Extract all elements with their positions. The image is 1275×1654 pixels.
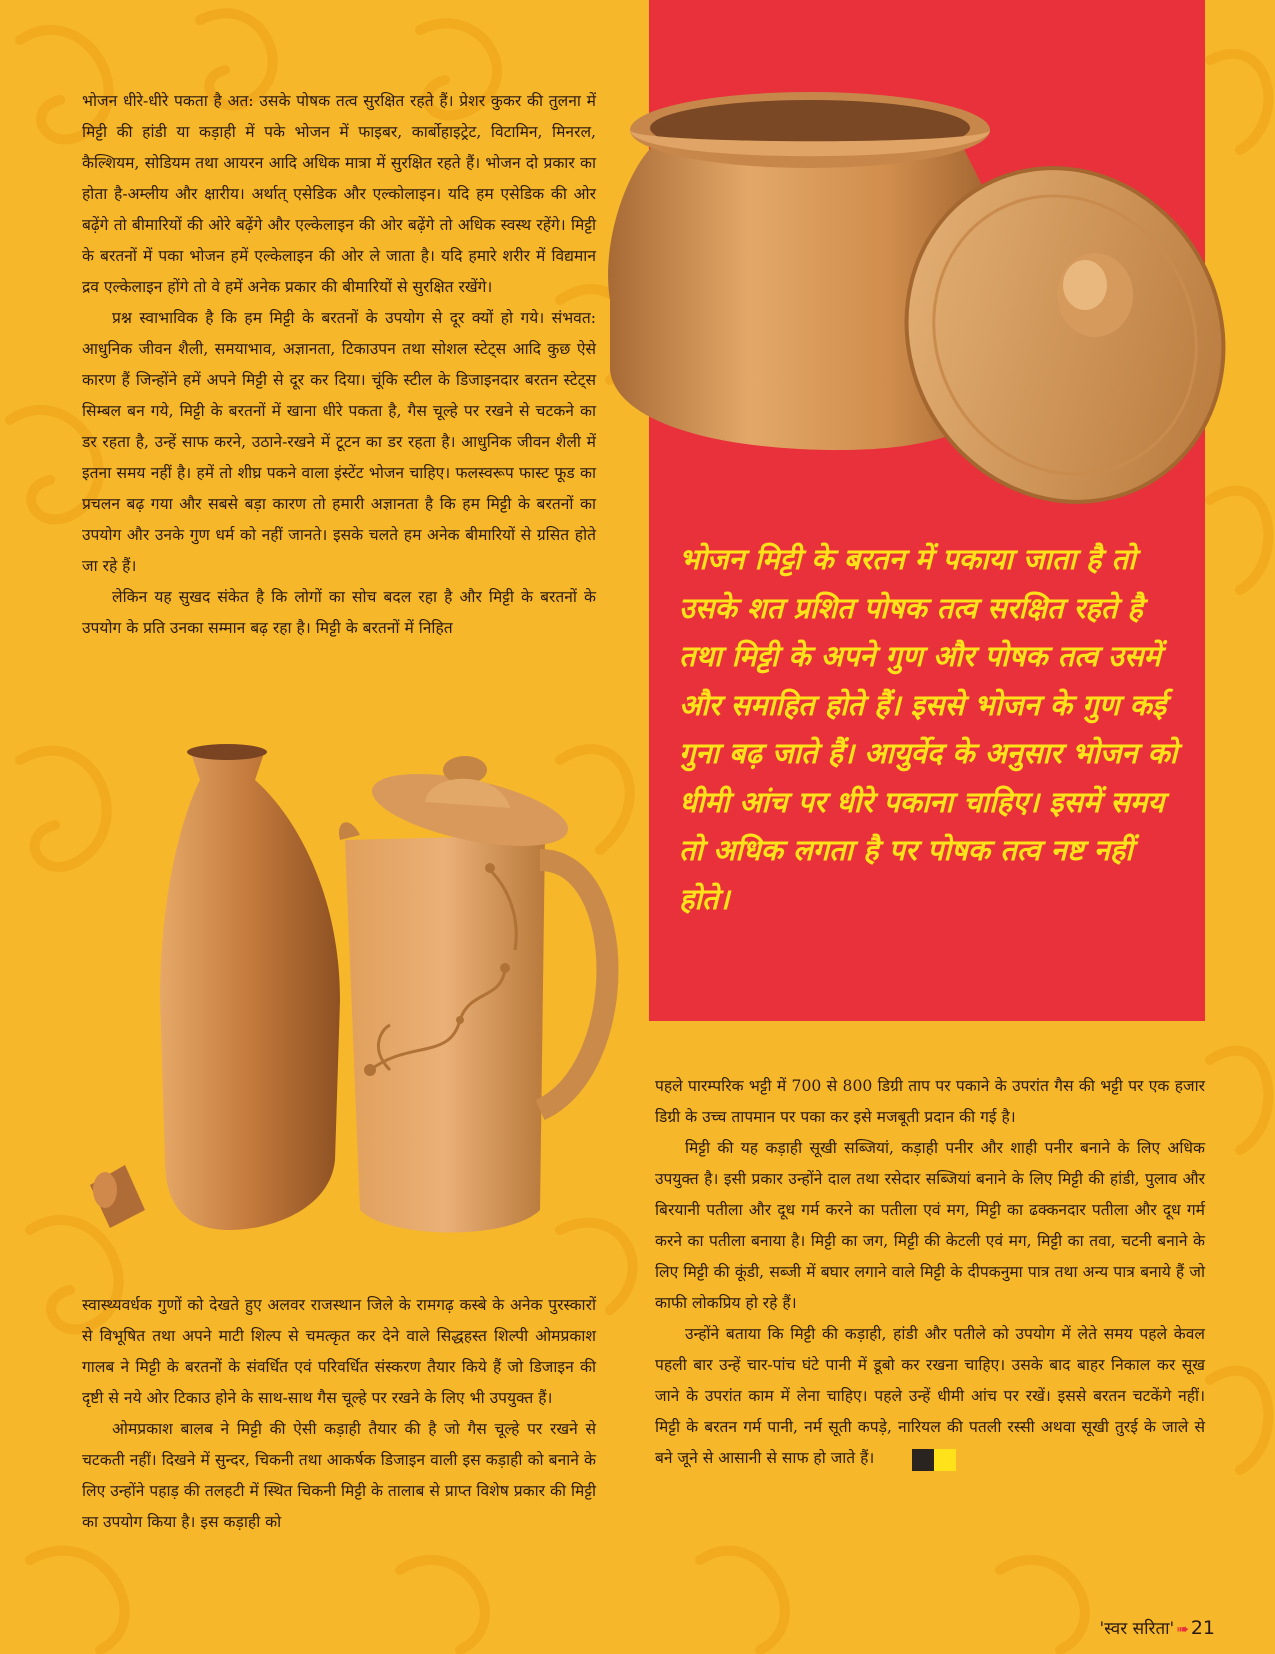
paragraph-text: उन्होंने बताया कि मिट्टी की कड़ाही, हांडी और पतीले को उपयोग में लेते समय पहले केवल पहली बार उन्हें चार-पांच घंटे पानी में डूबो कर रखना चाहिए। उसके बाद बाहर निकाल कर सूख जाने के उपरांत काम में लेना चाहिए। पहले उन्हें धीमी आंच पर रखें। इससे बरतन चटकेंगे नहीं। मिट्टी के बरतन गर्म पानी, नर्म सूती कपड़े, नारियल की पतली रस्सी अथवा सूखी तुरई के जाले से बने जूने से आसानी से साफ हो जाते हैं। — [655, 1325, 1205, 1467]
end-square-yellow — [934, 1449, 956, 1471]
paragraph: लेकिन यह सुखद संकेत है कि लोगों का सोच बदल रहा है और मिट्टी के बरतनों के उपयोग के प्रति उनका सम्मान बढ़ रहा है। मिट्टी के बरतनों में निहित — [82, 588, 596, 637]
paragraph: भोजन धीरे-धीरे पकता है अत: उसके पोषक तत्व सुरक्षित रहते हैं। प्रेशर कुकर की तुलना में मिट्टी की हांडी या कड़ाही में पके भोजन में फाइबर, कार्बोहाइट्रेट, विटामिन, मिनरल, कैल्शियम, सोडियम तथा आयरन आदि अधिक मात्रा में सुरक्षित रहते हैं। भोजन दो प्रकार का होता है-अम्लीय और क्षारीय। अर्थात् एसेडिक और एल्कोलाइन। यदि हम एसेडिक की ओर बढ़ेंगे तो बीमारियों की ओरे बढ़ेंगे और एल्केलाइन की ओर बढ़ेंगे तो अधिक स्वस्थ रहेंगे। मिट्टी के बरतनों में पका भोजन हमें एल्केलाइन की ओर ले जाता है। यदि हमारे शरीर में विद्यमान द्रव एल्केलाइन होंगे तो वे हमें अनेक प्रकार की बीमारियों से सुरक्षित रखेंगे। — [82, 92, 596, 296]
end-square-black — [912, 1449, 934, 1471]
page-footer — [1100, 1616, 1215, 1639]
article-end-marks — [882, 1444, 956, 1475]
article-column-bottom-left — [82, 1290, 596, 1538]
paragraph: स्वास्थ्यवर्धक गुणों को देखते हुए अलवर राजस्थान जिले के रामगढ़ कस्बे के अनेक पुरस्कारों से विभूषित तथा अपने माटी शिल्प से चमत्कृत कर देने वाले सिद्धहस्त शिल्पी ओमप्रकाश गालब ने मिट्टी के बरतनों के संवर्धित एवं परिवर्धित संस्करण तैयार किये हैं जो डिजाइन की दृष्टी से नये ओर टिकाउ होने के साथ-साथ गैस चूल्हे पर रखने के लिए भी उपयुक्त हैं। — [82, 1296, 596, 1407]
article-column-top-left — [82, 86, 596, 644]
article-column-bottom-right — [655, 1071, 1205, 1475]
clay-handi-image — [590, 70, 1240, 540]
paragraph: ओमप्रकाश बालब ने मिट्टी की ऐसी कड़ाही तैयार की है जो गैस चूल्हे पर रखने से चटकती नहीं। दिखने में सुन्दर, चिकनी तथा आकर्षक डिजाइन वाली इस कड़ाही को बनाने के लिए उन्होंने पहाड़ की तलहटी में स्थित चिकनी मिट्टी के तालाब से प्राप्त विशेष प्रकार की मिट्टी का उपयोग किया है। इस कड़ाही को — [82, 1420, 596, 1531]
clay-bottle-and-jug-image — [70, 740, 650, 1260]
paragraph: मिट्टी की यह कड़ाही सूखी सब्जियां, कड़ाही पनीर और शाही पनीर बनाने के लिए अधिक उपयुक्त है। इसी प्रकार उन्होंने दाल तथा रसेदार सब्जियां बनाने के लिए मिट्टी की हांडी, पुलाव और बिरयानी पतीला और दूध गर्म करने का पतीला एवं मग, मिट्टी का ढक्कनदार पतीला और दूध गर्म करने का पतीला बनाया है। मिट्टी का जग, मिट्टी की केटली एवं मग, मिट्टी का तवा, चटनी बनाने के लिए मिट्टी की कूंडी, सब्जी में बघार लगाने वाले मिट्टी के दीपकनुमा पात्र तथा अन्य पात्र बनाये हैं जो काफी लोकप्रिय हो रहे हैं। — [655, 1139, 1205, 1312]
pullquote-text: भोजन मिट्टी के बरतन में पकाया जाता है तो उसके शत प्रशित पोषक तत्व सरक्षित रहते है तथा मिट्टी के अपने गुण और पोषक तत्व उसमें और समाहित होते हैं। इससे भोजन के गुण कई गुना बढ़ जाते हैं। आयुर्वेद के अनुसार भोजन को धीमी आंच पर धीरे पकाना चाहिए। इसमें समय तो अधिक लगता है पर पोषक तत्व नष्ट नहीं होते। — [679, 542, 1178, 916]
paragraph: पहले पारम्परिक भट्टी में 700 से 800 डिग्री ताप पर पकाने के उपरांत गैस की भट्टी पर एक हजार डिग्री के उच्च तापमान पर पका कर इसे मजबूती प्रदान की गई है। — [655, 1077, 1205, 1126]
arrow-icon: ➠ — [1176, 1620, 1189, 1638]
paragraph: प्रश्न स्वाभाविक है कि हम मिट्टी के बरतनों के उपयोग से दूर क्यों हो गये। संभवत: आधुनिक जीवन शैली, समयाभाव, अज्ञानता, टिकाउपन तथा सोशल स्टेट्स आदि कुछ ऐसे कारण हैं जिन्होंने हमें अपने मिट्टी से दूर कर दिया। चूंकि स्टील के डिजाइनदार बरतन स्टेट्स सिम्बल बन गये, मिट्टी के बरतनों में खाना धीरे पकता है, गैस चूल्हे पर रखने से चटकने का डर रहता है, उन्हें साफ करने, उठाने-रखने में टूटन का डर रहता है। आधुनिक जीवन शैली में इतना समय नहीं है। हमें तो शीघ्र पकने वाला इंस्टेंट भोजन चाहिए। फलस्वरूप फास्ट फूड का प्रचलन बढ़ गया और सबसे बड़ा कारण तो हमारी अज्ञानता है कि हम मिट्टी के बरतनों का उपयोग और उनके गुण धर्म को नहीं जानते। इसके चलते हम अनेक बीमारियों से ग्रसित होते जा रहे हैं। — [82, 309, 596, 575]
page-number: 21 — [1190, 1617, 1215, 1639]
magazine-name: 'स्वर सरिता' — [1099, 1619, 1175, 1639]
paragraph-last — [655, 1319, 1205, 1475]
